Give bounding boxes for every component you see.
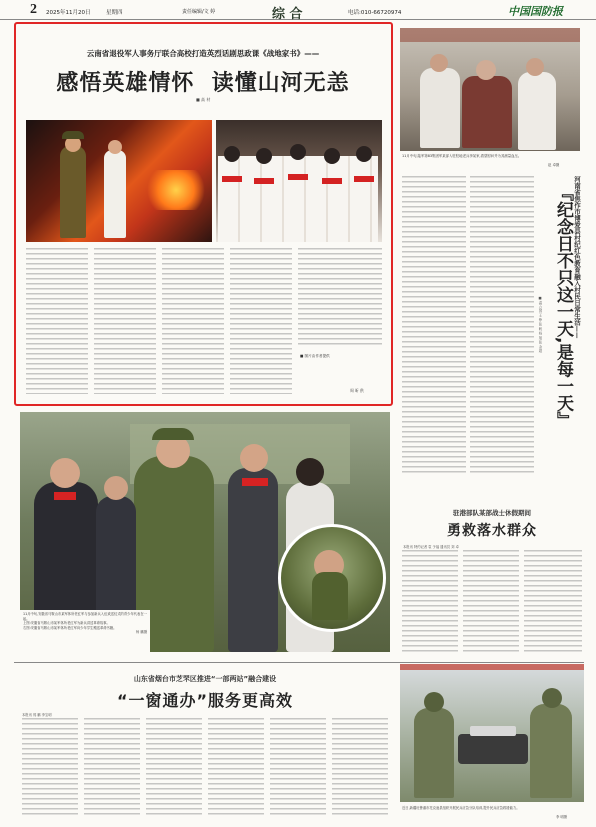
lead-body-col-2 — [94, 248, 156, 394]
middle-caption-3: 右图:安徽省马鞍山市某军休所老红军向少年学生赠送革命书籍。 — [23, 625, 117, 630]
issue-weekday: 星期四 — [106, 10, 123, 16]
issue-date: 2025年11月20日 — [46, 10, 91, 16]
editor-phone: 电话:010-66720974 — [348, 10, 402, 16]
side-vertical-byline: ■ 温 立国 王 铮 张 帆 杨 旭 张 金 超 — [538, 296, 542, 353]
lead-photographer: 周 昕 供 — [350, 388, 364, 393]
editor-credit: 责任编辑/文 婷 — [182, 9, 216, 15]
side-vertical-title — [538, 176, 582, 478]
rescue-body-col-3 — [524, 550, 582, 654]
militia-caption: 近日,新疆吐鲁番市托克逊县组织开展民兵应急分队培训,提升民兵应急救援能力。 — [402, 806, 520, 810]
lead-byline: ■ 高 材 — [196, 97, 211, 102]
lead-body-col-3 — [162, 248, 224, 394]
lead-article — [14, 22, 393, 406]
veteran-visit-photo — [400, 28, 580, 151]
section-divider — [14, 662, 584, 663]
side-vertical-kicker: 河南省焦作市博爱县村纪红色教育融入村民日常生活—— — [573, 176, 581, 339]
militia-training-photo — [400, 664, 584, 802]
bottom-body-col-1 — [22, 718, 78, 818]
rescue-body-col-2 — [463, 550, 519, 654]
drama-stage-photo — [26, 120, 212, 242]
lead-photo-caption: ■ 图片由作者提供 — [300, 354, 330, 358]
veteran-visit-credit: 赵 卓摄 — [548, 163, 560, 167]
militia-credit: 李 明摄 — [556, 815, 567, 819]
side-vertical-headline: 『纪念日不只这一天,是每一天』 — [553, 184, 573, 429]
section-title: 综 合 — [272, 7, 303, 22]
students-audience-photo — [216, 120, 382, 242]
bottom-body-col-3 — [146, 718, 202, 818]
lead-headline: 感悟英雄情怀 读懂山河无恙 — [56, 71, 350, 96]
lead-body-col-1 — [26, 248, 88, 394]
masthead: 中国国防报 — [508, 5, 563, 18]
lead-body-col-5 — [298, 248, 382, 348]
middle-credit: 杨 鹏摄 — [136, 630, 147, 635]
rescue-kicker: 驻港部队某部战士休假期间 — [453, 509, 531, 517]
middle-caption-box — [20, 610, 150, 652]
page-header — [0, 0, 596, 20]
bottom-byline: 本报讯 郭 鹏 李宝明 — [22, 713, 52, 717]
bottom-body-col-2 — [84, 718, 140, 818]
side-body-col-2 — [470, 176, 534, 476]
middle-caption-2: 上图:安徽省马鞍山市某军休所老红军为新兵讲述革命故事。 — [23, 621, 110, 626]
bottom-title: “一窗通办”服务更高效 — [116, 691, 294, 710]
page-number: 2 — [30, 2, 37, 17]
bottom-body-col-5 — [270, 718, 326, 818]
side-body-col-1 — [402, 176, 466, 476]
bottom-kicker: 山东省烟台市芝罘区推进“一部两站”融合建设 — [133, 675, 277, 683]
bottom-body-col-6 — [332, 718, 388, 818]
rescue-body-col-1 — [402, 550, 458, 654]
lead-subtitle: 云南省退役军人事务厅联合高校打造英烈话剧思政课《战地家书》—— — [86, 49, 320, 58]
middle-caption-1: 11月中旬,安徽省马鞍山市某军休所老红军与参加新兵入伍欢送仪式的青少年代表在一起。 — [23, 612, 147, 621]
lead-body-col-4 — [230, 248, 292, 394]
bottom-body-col-4 — [208, 718, 264, 818]
rescue-byline: 本报讯 特约记者 袁 予福 通讯员 刘 卓 — [403, 545, 459, 549]
veteran-visit-caption: 11月中旬,陆军第83集团军某部入驻驻地老兵李某家,看望慰问并为其测量血压。 — [402, 154, 522, 158]
rescue-title: 勇救落水群众 — [447, 523, 537, 539]
